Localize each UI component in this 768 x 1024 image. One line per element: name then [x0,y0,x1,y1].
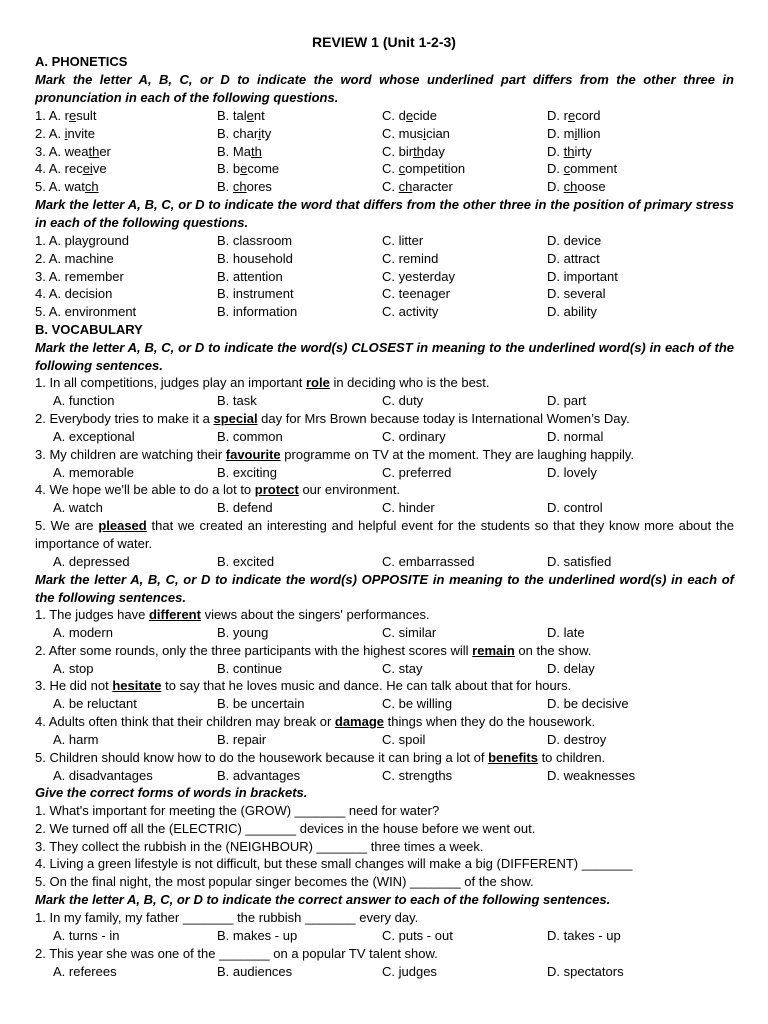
word-part: nvite [67,125,95,141]
word-form-question: 2. We turned off all the (ELECTRIC) _______ devices in the house before we went out. [35,820,536,836]
option-c [382,125,450,143]
option-a: 1. A. playground [35,233,129,248]
option-b [217,107,265,125]
option-c: C. be willing [382,695,453,711]
option-b: B. young [217,624,269,640]
option-a: 5. A. environment [35,304,137,320]
option-c: C. stay [382,660,423,676]
keyword-underlined: favourite [225,447,281,462]
keyword-underlined: special [213,411,258,426]
option-c: C. teenager [382,286,450,302]
answer-question: 2. This year she was one of the _______ on a popular TV talent show. [35,946,438,961]
option-d: D. be decisive [547,695,629,711]
word-part: B. tal [217,108,247,123]
underlined-part: c [398,161,406,177]
option-b: B. information [217,304,298,320]
option-c [382,107,437,125]
option-a: A. memorable [53,464,134,480]
option-a [35,160,107,178]
option-c: C. spoil [382,731,426,747]
underlined-part: e [240,161,248,177]
option-b: B. continue [217,660,283,676]
question-text: views about the singers' performances. [200,607,430,622]
word-form-question: 5. On the final night, the most popular singer becomes the (WIN) _______ of the show. [35,874,534,890]
question-text: on the show. [514,643,592,658]
option-a [35,107,96,125]
closest-question [35,410,734,428]
underlined-part: ch [84,179,99,195]
closest-question [35,517,734,552]
word-part: D. [547,179,564,195]
pronunciation-instruction: Mark the letter A, B, C, or D to indicate the word whose underlined part differs from the other three in pronunciation in each of the following questions. [35,72,734,105]
option-c: C. litter [382,233,424,248]
word-part: 4. A. rec [35,161,83,177]
option-c: C. activity [382,304,439,320]
option-c: C. embarrassed [382,554,475,569]
option-b: B. repair [217,731,267,747]
option-b: B. audiences [217,963,293,979]
option-a: A. harm [53,731,99,747]
question-text: our environment. [298,482,401,497]
option-b: B. advantages [217,767,301,783]
option-a: A. function [53,392,115,408]
underlined-part: e [246,108,254,123]
option-b: B. common [217,428,283,444]
option-d [547,178,606,196]
question-text: 5. Children should know how to do the housework because it can bring a lot of [35,750,489,765]
opposite-question [35,713,734,731]
keyword-underlined: benefits [488,750,538,765]
option-a: A. stop [53,660,94,676]
answer-question: 1. In my family, my father _______ the rubbish _______ every day. [35,910,419,925]
word-part: ores [246,179,272,195]
word-part: 2. A. [35,125,65,141]
option-d: D. destroy [547,731,607,747]
option-c: C. similar [382,624,437,640]
word-part: cord [575,108,601,123]
opposite-question [35,677,734,695]
option-d: D. attract [547,250,600,266]
word-part: C. [382,179,399,195]
opposite-question [35,606,734,624]
word-part: D. m [547,125,575,141]
underlined-part: i [423,125,427,141]
option-c: C. duty [382,392,424,408]
word-part: 1. A. r [35,108,69,123]
keyword-underlined: pleased [98,518,147,533]
option-d: D. several [547,286,606,302]
question-text: day for Mrs Brown because today is International Women’s Day. [257,411,630,426]
option-a [35,143,111,161]
option-d: D. takes - up [547,927,621,943]
option-d: D. control [547,499,603,515]
question-text: 2. After some rounds, only the three participants with the highest scores will [35,643,473,658]
option-a [35,178,99,196]
option-b: B. be uncertain [217,695,305,711]
word-form-question: 4. Living a green lifestyle is not difficult, but these small changes will make a big (DIFFERENT) _______ [35,856,633,872]
question-text: 4. We hope we'll be able to do a lot to [35,482,255,497]
option-b: B. attention [217,268,283,284]
keyword-underlined: role [305,375,330,390]
option-b: B. classroom [217,233,293,248]
option-b [217,143,262,161]
word-part: day [423,143,445,159]
keyword-underlined: damage [334,714,385,729]
opposite-instruction: Mark the letter A, B, C, or D to indicate the word(s) OPPOSITE in meaning to the underlined word(s) in each of the following sentences. [35,572,734,605]
keyword-underlined: hesitate [112,678,162,693]
option-d: D. late [547,624,585,640]
underlined-part: c [563,161,571,177]
closest-instruction: Mark the letter A, B, C, or D to indicate the word(s) CLOSEST in meaning to the underlined word(s) in each of the following sentences. [35,340,734,373]
word-part: omment [570,161,618,177]
underlined-part: ei [82,161,93,177]
underlined-part: i [64,125,68,141]
question-text: 4. Adults often think that their children may break or [35,714,335,729]
underlined-part: ch [563,179,578,195]
option-d: D. satisfied [547,554,612,569]
closest-question [35,446,734,464]
word-part: ompetition [405,161,466,177]
word-part: er [99,143,111,159]
option-d: D. lovely [547,464,597,480]
word-part: 5. A. wat [35,179,85,195]
option-c: C. remind [382,250,439,266]
word-part: irty [574,143,592,159]
option-a: A. turns - in [53,927,120,943]
word-part: come [247,161,280,177]
word-part: B. [217,179,233,195]
option-d [547,143,592,161]
option-c: C. ordinary [382,428,446,444]
underlined-part: e [68,108,77,123]
option-a: 2. A. machine [35,250,114,266]
word-forms-instruction: Give the correct forms of words in brackets. [35,785,308,800]
keyword-underlined: different [148,607,201,622]
word-part: D. [547,161,564,177]
word-part: aracter [412,179,453,195]
underlined-part: i [258,125,262,141]
option-d [547,125,600,143]
closest-question [35,481,734,499]
opposite-question [35,749,734,767]
option-b: B. defend [217,499,273,515]
option-b: B. makes - up [217,927,298,943]
word-part: C. mus [382,125,424,141]
option-c: C. hinder [382,499,435,515]
option-d: D. part [547,392,587,408]
option-b: B. task [217,392,257,408]
underlined-part: th [250,143,262,159]
option-c: C. preferred [382,464,452,480]
option-a: A. modern [53,624,113,640]
word-part: 3. A. wea [35,143,89,159]
question-text: to children. [537,750,606,765]
option-a [35,125,95,143]
option-d: D. delay [547,660,595,676]
underlined-part: th [413,143,424,159]
option-a: A. be reluctant [53,695,137,711]
option-d: D. normal [547,428,604,444]
word-part: B. char [217,125,259,141]
option-c: C. yesterday [382,268,455,284]
underlined-part: e [567,108,576,123]
opposite-question [35,642,734,660]
closest-question [35,374,734,392]
option-a: 3. A. remember [35,268,124,284]
correct-answer-instruction: Mark the letter A, B, C, or D to indicate the correct answer to each of the following sentences. [35,892,611,907]
question-text: 2. Everybody tries to make it a [35,411,214,426]
question-text: to say that he loves music and dance. He can talk about that for hours. [161,678,572,693]
option-b [217,178,272,196]
word-part: oose [577,179,606,195]
word-part: nt [253,108,265,123]
word-part: D. [547,143,564,159]
question-text: in deciding who is the best. [329,375,490,390]
keyword-underlined: remain [472,643,515,658]
option-b: B. instrument [217,286,294,302]
question-text: programme on TV at the moment. They are laughing happily. [280,447,635,462]
word-part: sult [76,108,97,123]
word-part: C. bir [382,143,414,159]
option-d: D. weaknesses [547,767,636,783]
word-part: B. Ma [217,143,251,159]
word-part: B. b [217,161,241,177]
question-text: 1. In all competitions, judges play an important [35,375,306,390]
word-form-question: 3. They collect the rubbish in the (NEIGHBOUR) _______ three times a week. [35,838,484,854]
option-c: C. judges [382,963,437,979]
option-d [547,107,600,125]
word-part: D. r [547,108,568,123]
word-part: C. [382,161,399,177]
underlined-part: ch [232,179,247,195]
question-text: 1. The judges have [35,607,149,622]
option-d [547,160,617,178]
option-a: A. exceptional [53,428,135,444]
stress-instruction: Mark the letter A, B, C, or D to indicate the word that differs from the other three in the position of primary stress in each of the following questions. [35,197,734,230]
option-a: A. disadvantages [53,767,153,783]
question-text: things when they do the housework. [384,714,596,729]
option-c [382,143,445,161]
keyword-underlined: protect [254,482,299,497]
underlined-part: e [405,108,414,123]
option-d: D. important [547,268,618,284]
word-part: ve [92,161,107,177]
underlined-part: i [574,125,578,141]
page-title: REVIEW 1 (Unit 1-2-3) [312,34,456,50]
option-a: A. watch [53,499,103,515]
underlined-part: th [88,143,100,159]
option-d: D. ability [547,304,597,320]
word-part: cide [413,108,437,123]
option-b [217,160,279,178]
option-c: C. puts - out [382,927,453,943]
option-c [382,178,453,196]
section-b-heading: B. VOCABULARY [35,322,143,337]
option-b: B. household [217,250,293,266]
option-c: C. strengths [382,767,453,783]
word-part: llion [577,125,601,141]
word-form-question: 1. What's important for meeting the (GROW) _______ need for water? [35,803,440,818]
option-b: B. excited [217,554,275,569]
option-a: 4. A. decision [35,286,113,302]
option-d: D. device [547,233,602,248]
option-b [217,125,271,143]
option-d: D. spectators [547,963,624,979]
word-part: ty [261,125,272,141]
question-text: 3. He did not [35,678,113,693]
question-text: that we created an interesting and helpful event for the students so that they know more about the importance of water. [35,518,735,551]
question-text: 3. My children are watching their [35,447,226,462]
option-a: A. referees [53,963,117,979]
underlined-part: th [563,143,575,159]
option-c [382,160,465,178]
word-part: C. d [382,108,406,123]
underlined-part: ch [398,179,413,195]
question-text: 5. We are [35,518,99,533]
section-a-heading: A. PHONETICS [35,54,128,69]
word-part: cian [426,125,450,141]
option-b: B. exciting [217,464,277,480]
option-a: A. depressed [53,554,130,569]
